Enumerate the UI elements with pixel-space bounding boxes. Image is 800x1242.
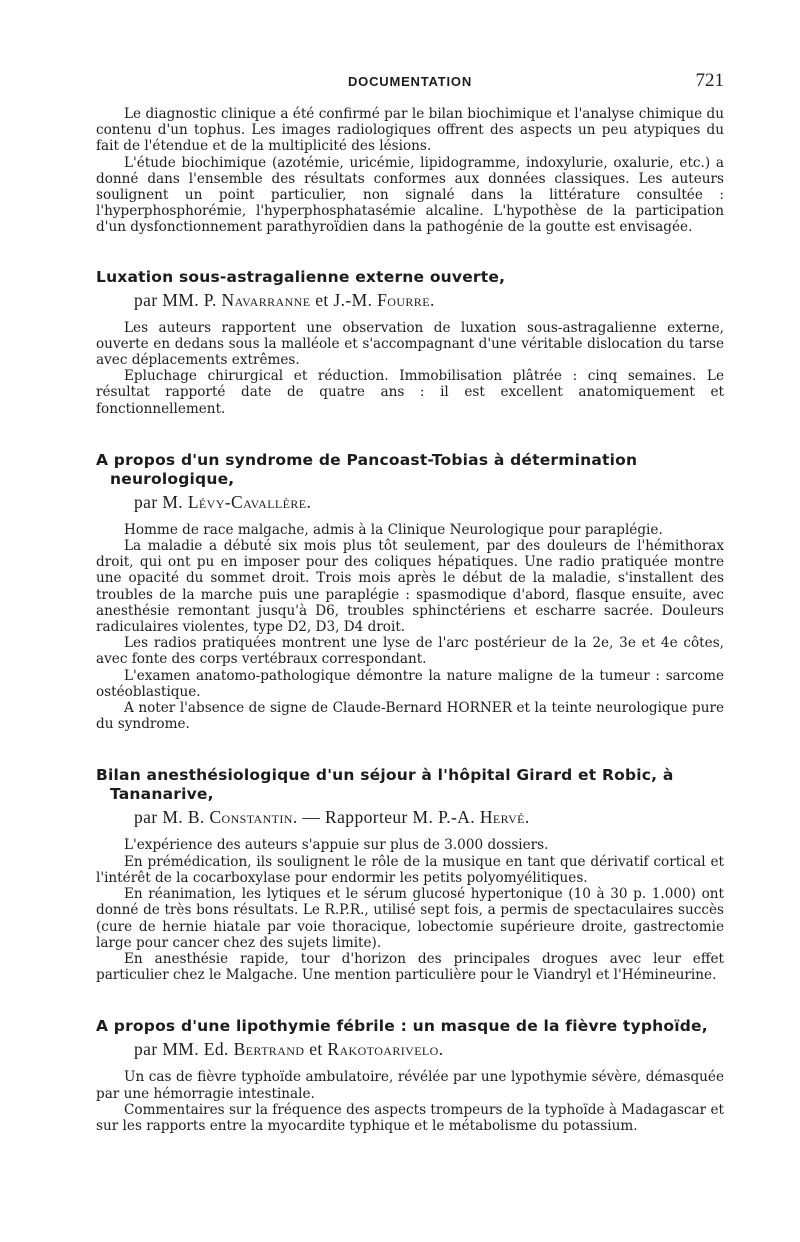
paragraph: A noter l'absence de signe de Claude-Bernard HORNER et la teinte neurologique pure du syndrome.	[96, 700, 724, 733]
article-pancoast-tobias	[96, 451, 724, 733]
paragraph: En anesthésie rapide, tour d'horizon des principales drogues avec leur effet particulier chez le Malgache. Une mention particulière pour le Viandryl et l'Hémineurine.	[96, 950, 724, 984]
section-heading: DOCUMENTATION	[347, 74, 473, 89]
author-name: Hervé	[479, 807, 525, 828]
article-lipothymie-febrile	[96, 1017, 724, 1134]
paragraph: En réanimation, les lytiques et le sérum glucosé hypertonique (10 à 30 p. 1.000) ont donné de très bons résultats. Le R.P.R., utilisé sept fois, a permis de spectaculaires succès (cure de hernie hiatale par voie thoracique, lobectomie supérieure droite, gastrectomie large pour cancer chez des sujets limite).	[96, 886, 724, 951]
paragraph: Un cas de fièvre typhoïde ambulatoire, révélée par une lypothymie sévère, démasquée par une hémorragie intestinale.	[96, 1069, 724, 1102]
page-number: 721	[695, 70, 724, 91]
byline-text: .	[306, 491, 312, 512]
author-name: Constantin	[209, 807, 293, 828]
author-name: Navarranne	[221, 289, 311, 310]
paragraph: Les radios pratiquées montrent une lyse de l'arc postérieur de la 2e, 3e et 4e côtes, avec fonte des corps vertébraux correspondant.	[96, 635, 724, 668]
article-bilan-anesthesiologique	[96, 766, 724, 983]
byline-text: .	[524, 807, 530, 828]
author-name: Bertrand	[233, 1039, 305, 1060]
paragraph: Le diagnostic clinique a été confirmé par le bilan biochimique et l'analyse chimique du contenu d'un tophus. Les images radiologiques offrent des aspects un peu atypiques du fait de l'étendue et de la multiplicité des lésions.	[96, 106, 724, 155]
author-name: Fourre	[377, 289, 430, 310]
byline-text: par MM. Ed.	[134, 1039, 234, 1060]
article-title: Bilan anesthésiologique d'un séjour à l'hôpital Girard et Robic, à Tananarive,	[96, 766, 674, 804]
byline-text: et J.-M.	[310, 289, 378, 310]
byline-text: par M. B.	[134, 807, 210, 828]
running-head	[96, 70, 724, 96]
article-title: A propos d'un syndrome de Pancoast-Tobias à détermination neurologique,	[96, 450, 638, 488]
byline	[134, 1038, 724, 1060]
article-column	[96, 106, 724, 1134]
paragraph: En prémédication, ils soulignent le rôle de la musique en tant que dérivatif cortical et l'intérêt de la cocarboxylase pour endormir les petits polyomyélitiques.	[96, 853, 724, 886]
paragraph: L'expérience des auteurs s'appuie sur plus de 3.000 dossiers.	[124, 837, 549, 854]
article-title: A propos d'une lipothymie fébrile : un masque de la fièvre typhoïde,	[96, 1017, 708, 1036]
byline-text: . — Rapporteur M. P.-A.	[292, 807, 480, 828]
byline-text: .	[429, 289, 435, 310]
byline	[134, 491, 724, 513]
paragraph: Commentaires sur la fréquence des aspects trompeurs de la typhoïde à Madagascar et sur les rapports entre la myocardite typhique et le métabolisme du potassium.	[96, 1101, 724, 1134]
byline	[134, 806, 724, 828]
article-title: Luxation sous-astragalienne externe ouverte,	[96, 267, 506, 286]
author-name: Lévy-Cavallère	[187, 491, 307, 512]
byline-text: et	[304, 1039, 328, 1060]
byline-text: par MM. P.	[134, 289, 222, 310]
author-name: Rakotoarivelo	[327, 1039, 439, 1060]
paragraph: Epluchage chirurgical et réduction. Immobilisation plâtrée : cinq semaines. Le résultat rapporté date de quatre ans : il est excellent anatomiquement et fonctionnellement.	[96, 368, 724, 417]
byline-text: .	[438, 1039, 444, 1060]
paragraph: Les auteurs rapportent une observation de luxation sous-astragalienne externe, ouverte en dedans sous la malléole et s'accompagnant d'une véritable dislocation du tarse avec déplacements extrêmes.	[96, 319, 724, 369]
paragraph: L'examen anatomo-pathologique démontre la nature maligne de la tumeur : sarcome ostéoblastique.	[96, 667, 724, 700]
article-luxation	[96, 268, 724, 417]
paragraph: Homme de race malgache, admis à la Clinique Neurologique pour paraplégie.	[124, 521, 663, 538]
paragraph: La maladie a débuté six mois plus tôt seulement, par des douleurs de l'hémithorax droit, qui ont pu en imposer pour des coliques hépatiques. Une radio pratiquée montre une opacité du sommet droit. Trois mois après le début de la maladie, s'installent des troubles de la marche puis une paraplégie : spasmodique d'abord, flasque ensuite, avec anesthésie remontant jusqu'à D6, troubles sphinctériens et escharre sacrée. Douleurs radiculaires violentes, type D2, D3, D4 droit.	[96, 538, 724, 636]
paragraph: L'étude biochimique (azotémie, uricémie, lipidogramme, indoxylurie, oxalurie, etc.) a donné dans l'ensemble des résultats conformes aux données classiques. Les auteurs soulignent un point particulier, non signalé dans la littérature consultée : l'hyperphosphorémie, l'hyperphosphatasémie alcaline. L'hypothèse de la participation d'un dysfonctionnement parathyroïdien dans la pathogénie de la goutte est envisagée.	[96, 154, 724, 236]
intro-text	[96, 106, 724, 236]
byline	[134, 289, 724, 311]
byline-text: par M.	[134, 491, 188, 512]
